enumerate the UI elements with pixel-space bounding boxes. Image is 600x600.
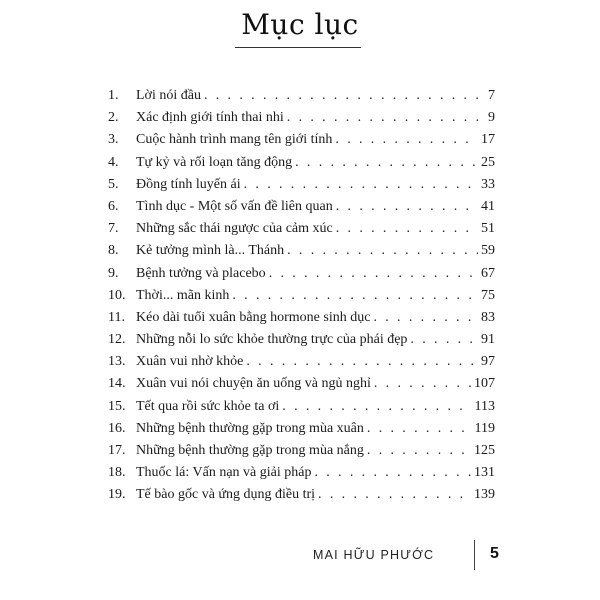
toc-entry-page: 131 — [474, 465, 495, 481]
toc-entry-page: 59 — [481, 243, 495, 259]
page-title: Mục lục — [241, 8, 359, 41]
toc-entry-page: 113 — [474, 398, 495, 414]
toc-entry-number: 14. — [108, 376, 126, 392]
toc-entry-page: 97 — [481, 354, 495, 370]
toc-entry — [108, 421, 495, 443]
toc-entry — [108, 465, 495, 487]
toc-entry-page: 83 — [481, 309, 495, 325]
toc-entry-page: 51 — [481, 221, 495, 237]
toc-leader-dots — [367, 443, 471, 459]
toc-entry-number: 13. — [108, 354, 126, 370]
toc-entry-page: 7 — [488, 88, 495, 103]
toc-entry — [108, 155, 495, 177]
footer-author: MAI HỮU PHƯỚC — [313, 548, 435, 562]
toc-entry-number: 3. — [108, 132, 119, 148]
toc-entry-page: 17 — [481, 132, 495, 148]
toc-entry-number: 2. — [108, 110, 119, 126]
toc-leader-dots — [318, 487, 471, 503]
toc-leader-dots — [314, 465, 471, 481]
toc-entry-title: Cuộc hành trình mang tên giới tính — [136, 132, 333, 148]
toc-entry-number: 8. — [108, 243, 119, 259]
toc-leader-dots — [204, 88, 485, 104]
toc-entry-title: Thời... mãn kinh — [136, 287, 230, 303]
toc-entry — [108, 177, 495, 199]
toc-entry-title: Thuốc lá: Vấn nạn và giải pháp — [136, 465, 312, 481]
toc-entry-page: 75 — [481, 287, 495, 303]
toc-leader-dots — [374, 376, 471, 392]
toc-entry-page: 107 — [474, 376, 495, 392]
footer-page-number: 5 — [490, 545, 499, 562]
title-underline — [235, 47, 361, 48]
toc-leader-dots — [410, 332, 478, 348]
toc-entry-number: 11. — [108, 309, 125, 325]
toc-leader-dots — [367, 421, 472, 437]
toc-entry-page: 41 — [481, 198, 495, 214]
toc-entry-number: 5. — [108, 176, 119, 192]
toc-entry-number: 17. — [108, 443, 126, 458]
toc-leader-dots — [335, 132, 478, 148]
toc-entry-title: Những bệnh thường gặp trong mùa xuân — [136, 420, 364, 436]
toc-leader-dots — [282, 399, 471, 415]
toc-entry-page: 91 — [481, 332, 495, 348]
toc-leader-dots — [269, 266, 478, 282]
toc-entry-page: 9 — [488, 110, 495, 126]
toc-leader-dots — [336, 221, 478, 237]
toc-entry-number: 7. — [108, 221, 119, 237]
toc-entry-page: 139 — [474, 487, 495, 503]
toc-entry-title: Những nỗi lo sức khỏe thường trực của phái đẹp — [136, 332, 408, 348]
toc-entry-number: 9. — [108, 265, 119, 281]
toc-leader-dots — [295, 155, 478, 171]
toc-entry — [108, 332, 495, 354]
toc-entry — [108, 132, 495, 154]
toc-entry — [108, 266, 495, 288]
toc-entry — [108, 199, 495, 221]
toc-entry-title: Tết qua rồi sức khỏe ta ơi — [136, 398, 280, 414]
toc-leader-dots — [287, 110, 485, 126]
toc-entry-title: Lời nói đầu — [136, 88, 201, 103]
toc-entry-page: 67 — [481, 265, 495, 281]
toc-entry-title: Tình dục - Một số vấn đề liên quan — [136, 198, 333, 214]
toc-leader-dots — [244, 177, 478, 193]
toc-entry-number: 15. — [108, 398, 126, 414]
toc-entry — [108, 443, 495, 465]
toc-entry-page: 33 — [481, 176, 495, 192]
toc-entry-title: Tế bào gốc và ứng dụng điều trị — [136, 487, 316, 503]
toc-entry-page: 125 — [474, 443, 495, 458]
toc-entry-title: Những sắc thái ngược của cảm xúc — [136, 221, 333, 237]
toc-entry-title: Xuân vui nhờ khỏe — [136, 354, 244, 370]
toc-entry — [108, 88, 495, 110]
toc-entry-title: Xác định giới tính thai nhi — [136, 110, 284, 126]
toc-entry-title: Đồng tính luyến ái — [136, 176, 241, 192]
toc-entry-title: Xuân vui nói chuyện ăn uống và ngủ nghỉ — [136, 376, 371, 392]
toc-leader-dots — [373, 310, 478, 326]
toc-entry — [108, 376, 495, 398]
toc-entry — [108, 221, 495, 243]
toc-entry-title: Kéo dài tuổi xuân bằng hormone sinh dục — [136, 309, 371, 325]
toc-entry-page: 25 — [481, 154, 495, 170]
toc-entry-title: Bệnh tưởng và placebo — [136, 265, 266, 281]
toc-entry — [108, 243, 495, 265]
toc-entry-number: 1. — [108, 88, 119, 103]
toc-entry-number: 10. — [108, 287, 126, 303]
toc-leader-dots — [287, 243, 478, 259]
toc-entry-page: 119 — [474, 420, 495, 436]
toc-leader-dots — [336, 199, 478, 215]
toc-entry-title: Tự kỷ và rối loạn tăng động — [136, 154, 293, 170]
toc-entry-number: 4. — [108, 154, 119, 170]
toc-entry-title: Kẻ tưởng mình là... Thánh — [136, 243, 285, 259]
toc-entry — [108, 399, 495, 421]
toc-entry — [108, 110, 495, 132]
footer-divider — [474, 540, 475, 570]
toc-entry-number: 6. — [108, 198, 119, 214]
toc-entry-title: Những bệnh thường gặp trong mùa nắng — [136, 443, 364, 458]
table-of-contents — [108, 88, 495, 510]
toc-entry-number: 19. — [108, 487, 126, 503]
toc-entry — [108, 354, 495, 376]
toc-entry — [108, 487, 495, 509]
toc-entry-number: 18. — [108, 465, 126, 481]
toc-leader-dots — [232, 288, 478, 304]
toc-entry-number: 16. — [108, 420, 126, 436]
toc-leader-dots — [246, 354, 478, 370]
toc-entry — [108, 310, 495, 332]
toc-entry — [108, 288, 495, 310]
toc-entry-number: 12. — [108, 332, 126, 348]
